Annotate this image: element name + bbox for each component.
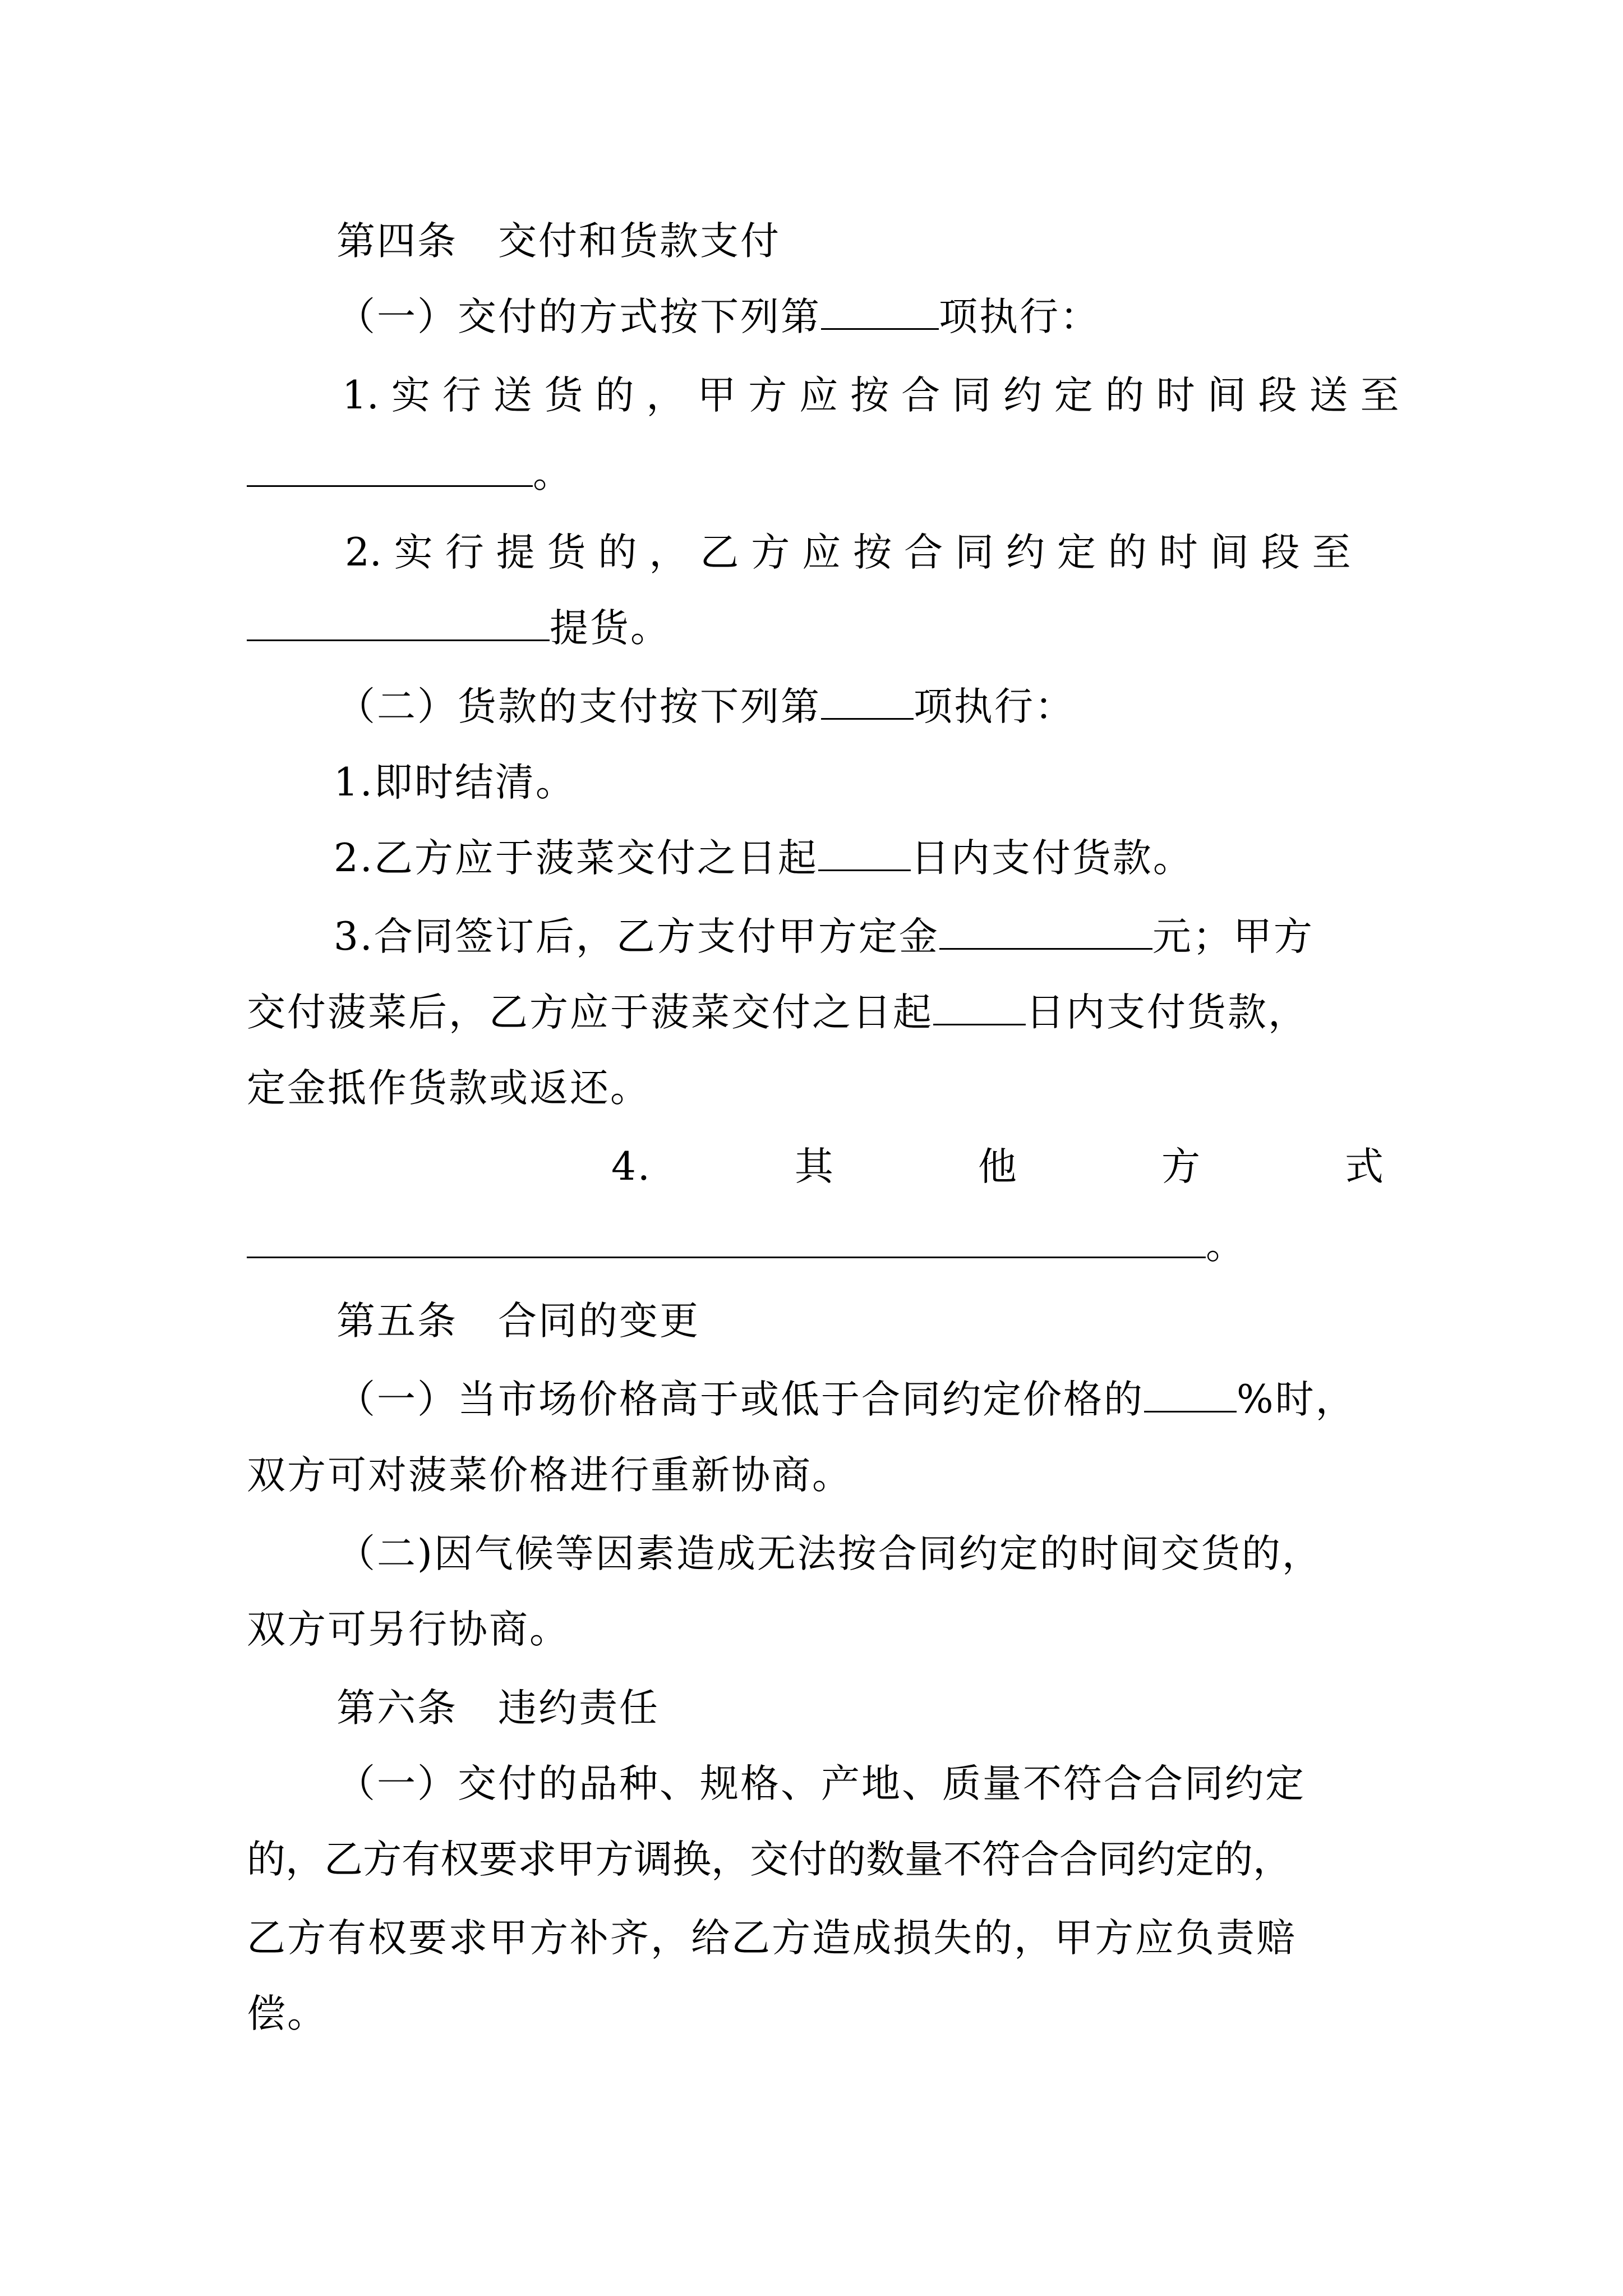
article5-item-1-cont-text: 双方可对菠菜价格进行重新协商。 xyxy=(247,1453,852,1498)
article5-item-2 xyxy=(336,1526,1322,1582)
payment-item-1-text: 1.即时结清。 xyxy=(334,760,576,805)
delivery-item-2 xyxy=(345,524,1351,581)
payment-item-4-cont xyxy=(247,1217,1246,1273)
blank-field xyxy=(247,1222,1206,1258)
article5-item-1-suffix: %时， xyxy=(1237,1377,1356,1422)
payment-item-4 xyxy=(611,1139,1385,1195)
payment-item-2-text: 2.乙方应于菠菜交付之日起 xyxy=(334,836,818,881)
article6-item-1-line3-text: 乙方有权要求甲方补齐，给乙方造成损失的，甲方应负责赔 xyxy=(247,1916,1297,1961)
payment-item-1 xyxy=(334,754,576,811)
article5-item-2-cont-text: 双方可另行协商。 xyxy=(247,1607,570,1652)
article5-heading-text: 第五条 合同的变更 xyxy=(336,1299,700,1343)
blank-field xyxy=(1144,1376,1237,1412)
article5-item-1-cont xyxy=(247,1447,852,1503)
payment-intro-text: （二）货款的支付按下列第 xyxy=(336,684,821,729)
delivery-method-intro xyxy=(336,289,1100,345)
payment-item-3-line3 xyxy=(247,1060,651,1116)
blank-field xyxy=(939,913,1152,950)
payment-item-3-line2-suffix: 日内支付货款， xyxy=(1026,990,1308,1035)
delivery-item-2-text: 2. 实 行 提 货 的 ， 乙 方 应 按 合 同 约 定 的 时 间 段 至 xyxy=(345,530,1351,575)
blank-field xyxy=(818,835,911,871)
payment-intro xyxy=(336,679,1075,735)
article5-heading xyxy=(336,1293,700,1349)
payment-item-4-end: 。 xyxy=(1206,1223,1246,1268)
payment-item-4-word: 4. xyxy=(611,1144,652,1189)
delivery-item-2-end: 提货。 xyxy=(550,606,671,651)
blank-field xyxy=(247,450,533,487)
delivery-intro-text: （一）交付的方式按下列第 xyxy=(336,295,821,339)
payment-item-4-word: 其 xyxy=(794,1144,835,1189)
delivery-item-1-text: 1. 实 行 送 货 的 ， 甲 方 应 按 合 同 约 定 的 时 间 段 送 至 xyxy=(342,373,1399,418)
blank-field xyxy=(821,293,939,330)
payment-item-3-suffix: 元；甲方 xyxy=(1152,914,1314,959)
article6-item-1-line4-text: 偿。 xyxy=(247,1991,328,2036)
payment-intro-suffix: 项执行： xyxy=(914,684,1075,729)
article5-item-2-text: （二)因气候等因素造成无法按合同约定的时间交货的， xyxy=(336,1531,1322,1576)
blank-field xyxy=(247,605,550,641)
delivery-item-1-end: 。 xyxy=(533,452,573,496)
article5-item-1 xyxy=(336,1372,1356,1428)
blank-field xyxy=(821,683,914,720)
payment-item-3-line2-text: 交付菠菜后，乙方应于菠菜交付之日起 xyxy=(247,990,933,1035)
blank-field xyxy=(933,989,1026,1025)
delivery-item-2-cont xyxy=(247,600,671,656)
delivery-item-1 xyxy=(342,367,1399,424)
article6-item-1-line2 xyxy=(247,1832,1292,1888)
article6-item-1-line3 xyxy=(247,1910,1297,1966)
payment-item-2-suffix: 日内支付货款。 xyxy=(910,836,1193,881)
payment-item-3-text: 3.合同签订后，乙方支付甲方定金 xyxy=(334,914,939,959)
delivery-intro-suffix: 项执行： xyxy=(939,295,1100,339)
article6-item-1-line2-text: 的，乙方有权要求甲方调换，交付的数量不符合合同约定的， xyxy=(247,1837,1292,1882)
article6-item-1-line4 xyxy=(247,1986,328,2042)
article6-heading xyxy=(336,1680,660,1736)
article5-item-2-cont xyxy=(247,1602,570,1658)
payment-item-2 xyxy=(334,830,1193,886)
article6-item-1-text: （一）交付的品种、规格、产地、质量不符合合同约定 xyxy=(336,1761,1306,1806)
payment-item-4-word: 他 xyxy=(978,1144,1018,1189)
article5-item-1-text: （一）当市场价格高于或低于合同约定价格的 xyxy=(336,1377,1144,1422)
payment-item-4-word: 方 xyxy=(1161,1144,1202,1189)
payment-item-3 xyxy=(334,909,1314,965)
delivery-item-1-cont xyxy=(247,446,573,502)
article6-heading-text: 第六条 违约责任 xyxy=(336,1686,660,1731)
article4-heading-text: 第四条 交付和货款支付 xyxy=(336,219,781,264)
payment-item-3-line3-text: 定金抵作货款或返还。 xyxy=(247,1066,651,1111)
payment-item-4-word: 式 xyxy=(1344,1144,1385,1189)
article6-item-1 xyxy=(336,1756,1306,1812)
article4-heading xyxy=(336,213,781,269)
payment-item-3-line2 xyxy=(247,984,1308,1041)
